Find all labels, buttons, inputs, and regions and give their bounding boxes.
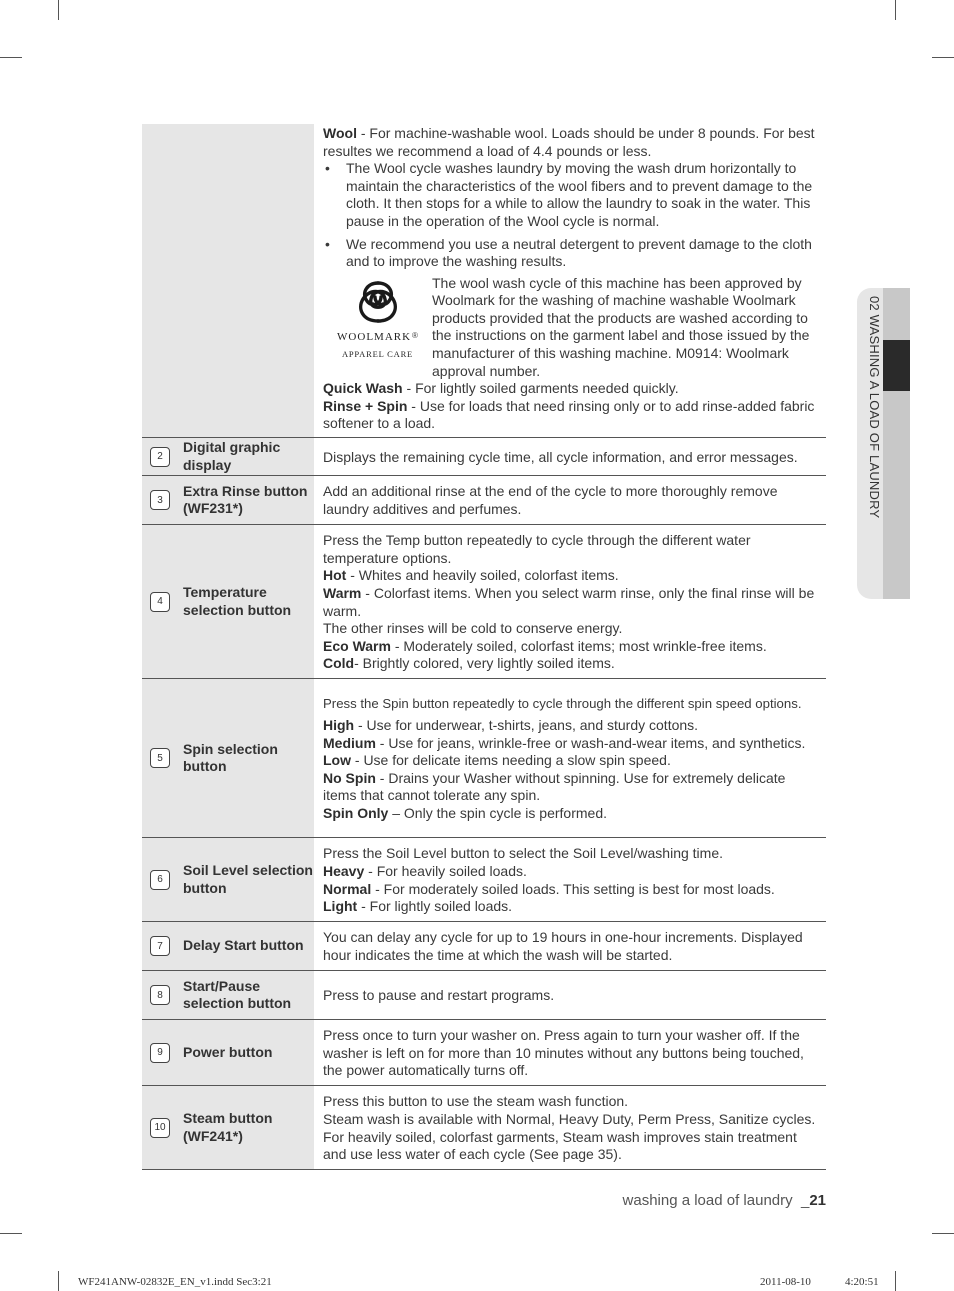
item-label: Extra Rinse button (WF231*) [183,482,308,516]
rinse-spin-line [323,398,818,433]
term: Medium [323,734,376,751]
term-text: Press this button to use the steam wash function. [323,1093,629,1110]
chapter-tab-label: 02 WASHING A LOAD OF LAUNDRY [867,296,882,519]
item-label: Delay Start button [183,937,304,954]
item-description [314,1086,826,1169]
item-label: Temperature selection button [183,584,292,618]
term: Wool [323,124,357,141]
woolmark-subword: APPAREL CARE [341,349,414,360]
crop-mark [0,1233,22,1234]
item-label: Digital graphic display [183,439,281,473]
term: Heavy [323,862,365,879]
item-label: Steam button (WF241*) [183,1110,273,1144]
term-text: You can delay any cycle for up to 19 hours in one-hour increments. Displayed hour indicates the time at which the wash will be started. [323,929,803,963]
item-number-badge: 3 [150,490,170,510]
item-description [314,1020,826,1085]
item-number-badge: 5 [150,748,170,768]
wool-paragraph [323,125,818,160]
term-text: Displays the remaining cycle time, all cycle information, and error messages. [323,448,798,465]
woolmark-word: WOOLMARK [337,330,412,343]
item-label: Soil Level selection button [183,862,313,896]
item-description [314,438,826,475]
item-description [314,476,826,524]
chapter-tab-strip [883,288,910,599]
term-text: - Use for underwear, t-shirts, jeans, and sturdy cottons. [354,717,699,734]
table-body [142,438,826,1170]
term: Low [323,752,351,769]
table-row [142,1086,826,1170]
term-text: Press to pause and restart programs. [323,987,555,1004]
row-label-cell [142,1086,314,1169]
crop-mark [895,0,896,20]
woolmark-icon [351,277,405,327]
item-description [314,922,826,970]
description-line [323,620,818,638]
description-line [323,863,818,881]
item-number-badge: 7 [150,936,170,956]
item-number-badge: 6 [150,870,170,890]
registered-mark: ® [412,330,418,340]
description-line [323,567,818,585]
control-panel-table [142,124,826,1170]
table-row [142,438,826,476]
description-line [323,695,818,713]
crop-mark [932,1233,954,1234]
term-text: The other rinses will be cold to conserve energy. [323,620,623,637]
description-line [323,929,818,964]
empty-label-cell [142,124,314,437]
term: Normal [323,880,372,897]
crop-mark [932,57,954,58]
term: Rinse + Spin [323,397,408,414]
row-label-cell [142,438,314,475]
slug-time: 4:20:51 [845,1276,879,1288]
slug-date: 2011-08-10 [760,1276,811,1288]
term-text: - For lightly soiled garments needed quickly. [402,380,679,397]
description-line [323,752,818,770]
table-row [142,971,826,1020]
row-label-cell [142,679,314,837]
table-row [142,525,826,679]
description-line [323,717,818,735]
table-row [142,476,826,525]
table-row [142,679,826,838]
description-line [323,638,818,656]
term-text: - Drains your Washer without spinning. Use for extremely delicate items that cannot tolerate any spin. [323,769,786,804]
term-text: Steam wash is available with Normal, Heavy Duty, Perm Press, Sanitize cycles. For heavily soiled, colorfast garments, Steam wash improves stain treatment and use less water of each cycle (See page 35). [323,1110,816,1163]
page-footer [623,1192,826,1209]
item-label: Start/Pause selection button [183,977,292,1011]
table-row [142,838,826,922]
slug-file: WF241ANW-02832E_EN_v1.indd Sec3:21 [78,1276,272,1288]
woolmark-block [323,275,818,381]
crop-mark [0,57,22,58]
item-description [314,525,826,678]
item-description [314,838,826,921]
term: Light [323,898,358,915]
description-line [323,532,818,567]
quick-wash-line [323,380,818,398]
term-text: Press the Temp button repeatedly to cycle through the different water temperature options. [323,532,751,566]
term: Hot [323,567,347,584]
description-line [323,845,818,863]
wool-description [314,124,826,437]
term-text: - Moderately soiled, colorfast items; most wrinkle-free items. [390,637,767,654]
description-line [323,987,818,1005]
term-text: - For lightly soiled loads. [357,898,513,915]
item-number-badge: 8 [150,985,170,1005]
row-label-cell [142,476,314,524]
crop-mark [58,1271,59,1291]
row-label-cell [142,838,314,921]
term: No Spin [323,769,376,786]
term-text: Press the Spin button repeatedly to cycle through the different spin speed options. [323,696,802,712]
term-text: - Use for delicate items needing a slow spin speed. [351,752,671,769]
description-line [323,1111,818,1164]
table-row [142,1020,826,1086]
woolmark-wordmark [337,327,418,347]
row-label-cell [142,1020,314,1085]
item-description [314,679,826,837]
description-line [323,655,818,673]
list-item: • The Wool cycle washes laundry by moving the wash drum horizontally to maintain the characteristics of the wool fibers and to prevent damage to the cloth. It then stops for a while to allow the laundry to soak in the water. This pause in the operation of the Wool cycle is normal. [323,160,818,230]
row-label-cell [142,971,314,1019]
description-line [323,735,818,753]
term: Cold [323,655,355,672]
item-number-badge: 10 [150,1118,170,1138]
description-line [323,805,818,823]
term: Eco Warm [323,637,391,654]
term-text: Press once to turn your washer on. Press again to turn your washer off. If the washer is left on for more than 10 minutes without any buttons being touched, the power automatically turns off. [323,1027,804,1079]
description-line [323,1093,818,1111]
chapter-tab-marker [883,340,910,391]
term-text: - Brightly colored, very lightly soiled items. [354,655,615,672]
term: High [323,717,355,734]
term-text: - Use for loads that need rinsing only or to add rinse-added fabric softener to a load. [323,397,815,432]
list-item: • We recommend you use a neutral detergent to prevent damage to the cloth and to improve the washing results. [323,236,818,271]
term-text: – Only the spin cycle is performed. [388,804,607,821]
description-line [323,585,818,620]
term-text: - Whites and heavily soiled, colorfast items. [346,567,619,584]
description-line [323,770,818,805]
term: Quick Wash [323,380,403,397]
crop-mark [58,0,59,20]
description-line [323,449,818,467]
term: Warm [323,584,362,601]
item-description [314,971,826,1019]
term-text: - Use for jeans, wrinkle-free or wash-and-wear items, and synthetics. [375,734,806,751]
page-number: 21 [809,1192,826,1209]
term-text: - Colorfast items. When you select warm rinse, only the final rinse will be warm. [323,584,815,619]
description-line [323,881,818,899]
term-text: - For moderately soiled loads. This setting is best for most loads. [371,880,775,897]
item-number-badge: 4 [150,592,170,612]
description-line [323,483,818,518]
table-row-wool [142,124,826,438]
term-text: - For machine-washable wool. Loads should be under 8 pounds. For best resultes we recommend a load of 4.4 pounds or less. [323,124,815,159]
woolmark-logo [323,275,432,381]
row-label-cell [142,525,314,678]
item-label: Spin selection button [183,740,278,774]
woolmark-statement: The wool wash cycle of this machine has been approved by Woolmark for the washing of machine washable Woolmark products provided that the products are washed according to the instructions on the garment label and those issued by the manufacturer of this washing machine. M0914: Woolmark approval number. [432,274,810,379]
term-text: - For heavily soiled loads. [364,862,527,879]
crop-mark [895,1271,896,1291]
term: Spin Only [323,804,389,821]
footer-text: washing a load of laundry _ [622,1192,810,1209]
item-number-badge: 9 [150,1043,170,1063]
description-line [323,898,818,916]
table-row [142,922,826,971]
wool-bullets [323,160,818,271]
item-label: Power button [183,1043,273,1060]
row-label-cell [142,922,314,970]
term-text: Add an additional rinse at the end of the cycle to more thoroughly remove laundry additives and perfumes. [323,483,778,517]
term-text: Press the Soil Level button to select the Soil Level/washing time. [323,845,723,862]
item-number-badge: 2 [150,447,170,467]
description-line [323,1027,818,1080]
